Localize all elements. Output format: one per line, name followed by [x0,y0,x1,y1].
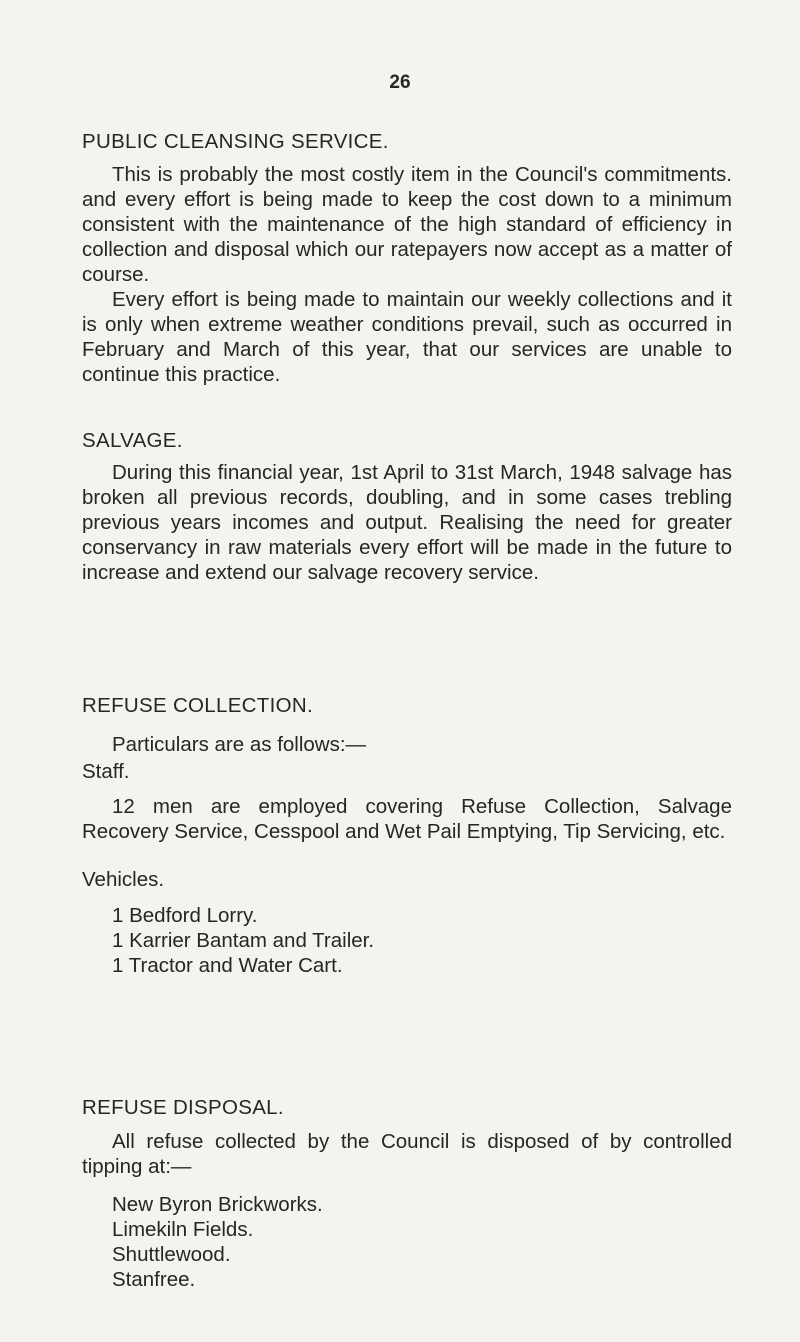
refuse-collection-intro: Particulars are as follows:— [112,733,367,756]
paragraph-public-cleansing-1: This is probably the most costly item in the Council's commitments. and every effort is being made to keep the cost down to a minimum consistent with the maintenance of the high standard of efficiency in collection and disposal which our ratepayers now accept as a matter of course. [82,163,732,286]
section-salvage [82,428,732,585]
list-item: 1 Tractor and Water Cart. [112,954,343,977]
vehicles-list [82,903,732,978]
page-number: 26 [389,72,411,93]
staff-text: 12 men are employed covering Refuse Collection, Salvage Recovery Service, Cesspool and Wet Pail Emptying, Tip Servicing, etc. [82,795,732,843]
paragraph-salvage-1: During this financial year, 1st April to 31st March, 1948 salvage has broken all previous records, doubling, and in some cases trebling previous years incomes and output. Realising the need for greater conservancy in raw materials every effort will be made in the future to increase and extend our salvage recovery service. [82,461,732,584]
paragraph-public-cleansing-2: Every effort is being made to maintain our weekly collections and it is only when extreme weather conditions prevail, such as occurred in February and March of this year, that our services are unable to continue this practice. [82,288,732,386]
heading-refuse-disposal: REFUSE DISPOSAL. [82,1096,284,1119]
heading-refuse-collection: REFUSE COLLECTION. [82,694,313,717]
list-item: Shuttlewood. [112,1243,231,1266]
list-item: 1 Karrier Bantam and Trailer. [112,929,375,952]
staff-label: Staff. [82,760,130,783]
paragraph-refuse-disposal-1: All refuse collected by the Council is disposed of by controlled tipping at:— [82,1130,732,1178]
heading-salvage: SALVAGE. [82,429,183,452]
heading-public-cleansing: PUBLIC CLEANSING SERVICE. [82,130,389,153]
section-public-cleansing [82,129,732,387]
list-item: Stanfree. [112,1268,196,1291]
section-refuse-disposal [82,1095,732,1292]
section-refuse-collection [82,693,732,978]
list-item: Limekiln Fields. [112,1218,254,1241]
list-item: 1 Bedford Lorry. [112,904,258,927]
vehicles-label: Vehicles. [82,868,165,891]
list-item: New Byron Brickworks. [112,1193,323,1216]
disposal-sites-list [82,1192,732,1292]
